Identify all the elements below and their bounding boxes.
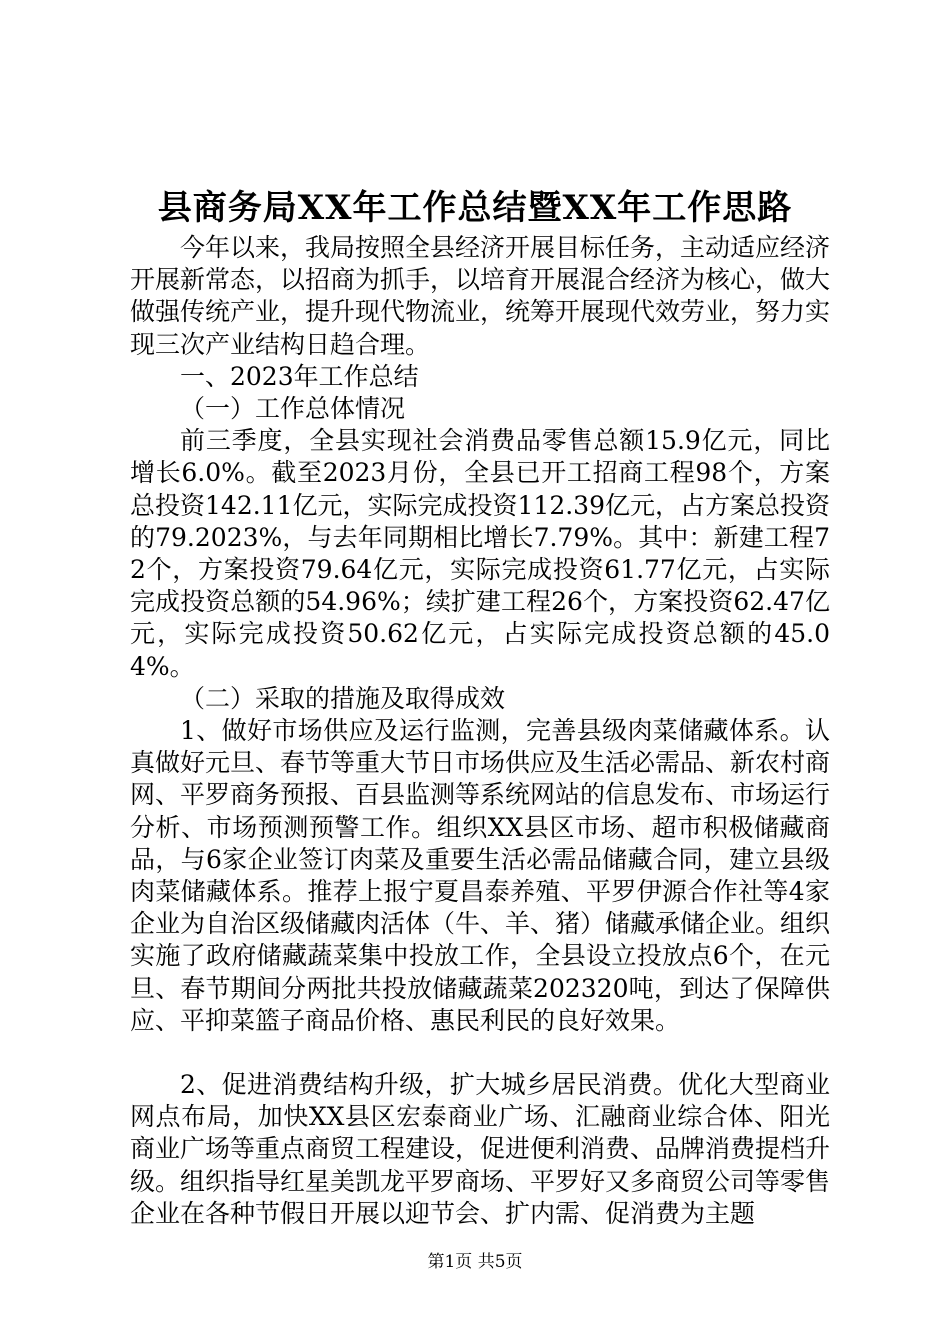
document-body [130,232,830,1230]
section-heading-summary: 一、2023年工作总结 [180,361,419,391]
paragraph-spacer [130,1037,830,1069]
measure-paragraph-1: 1、做好市场供应及运行监测，完善县级肉菜储藏体系。认真做好元旦、春节等重大节日市场供应及生活必需品、新农村商网、平罗商务预报、百县监测等系统网站的信息发布、市场运行分析、市场预测预警工作。组织XX县区市场、超市积极储藏商品，与6家企业签订肉菜及重要生活必需品储藏合同，建立县级肉菜储藏体系。推荐上报宁夏昌泰养殖、平罗伊源合作社等4家企业为自治区级储藏肉活体（牛、羊、猪）储藏承储企业。组织实施了政府储藏蔬菜集中投放工作，全县设立投放点6个，在元旦、春节期间分两批共投放储藏蔬菜202320吨，到达了保障供应、平抑菜篮子商品价格、惠民利民的良好效果。 [130,716,831,1035]
document-title: 县商务局XX年工作总结暨XX年工作思路 [157,188,793,228]
measure-paragraph-2: 2、促进消费结构升级，扩大城乡居民消费。优化大型商业网点布局，加快XX县区宏泰商业广场、汇融商业综合体、阳光商业广场等重点商贸工程建设，促进便利消费、品牌消费提档升级。组织指导红星美凯龙平罗商场、平罗好又多商贸公司等零售企业在各种节假日开展以迎节会、扩内需、促消费为主题 [130,1070,831,1228]
overview-paragraph: 前三季度，全县实现社会消费品零售总额15.9亿元，同比增长6.0%。截至2023月份，全县已开工招商工程98个，方案总投资142.11亿元，实际完成投资112.39亿元，占方案总投资的79.2023%，与去年同期相比增长7.79%。其中：新建工程72个，方案投资79.64亿元，实际完成投资61.77亿元，占实际完成投资总额的54.96%；续扩建工程26个，方案投资62.47亿元，实际完成投资50.62亿元，占实际完成投资总额的45.04%。 [130,426,830,681]
page-footer: 第1页 共5页 [427,1252,523,1272]
intro-paragraph: 今年以来，我局按照全县经济开展目标任务，主动适应经济开展新常态，以招商为抓手，以培育开展混合经济为核心，做大做强传统产业，提升现代物流业，统筹开展现代效劳业，努力实现三次产业结构日趋合理。 [130,233,831,359]
subsection-heading-measures: （二）采取的措施及取得成效 [180,683,506,713]
subsection-heading-overview: （一）工作总体情况 [180,394,406,424]
